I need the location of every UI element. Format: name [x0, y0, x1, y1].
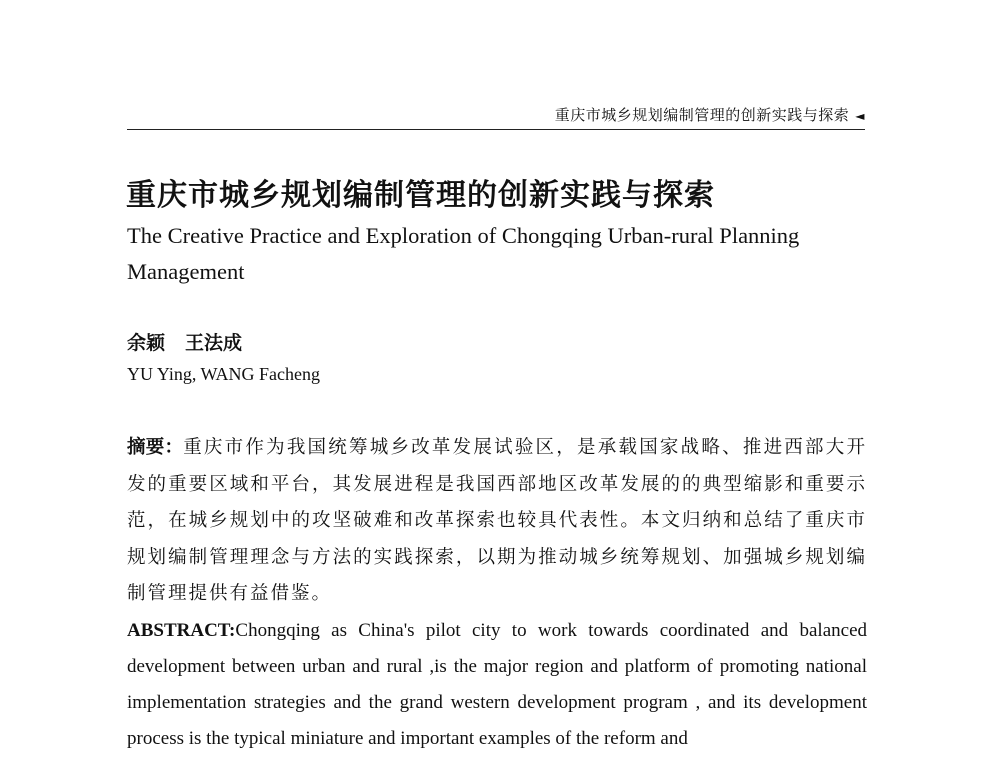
author-chinese-2: 王法成: [185, 332, 243, 354]
abstract-english-label: ABSTRACT:: [127, 620, 236, 641]
abstract-english-text: Chongqing as China's pilot city to work towards coordinated and balanced development between urban and rural ,is the major region and platform of promoting national implementation strategies and the grand western development program , and its development process is the typical miniature and important examples of the reform and: [127, 620, 867, 749]
running-header: [127, 104, 865, 125]
title-chinese: 重庆市城乡规划编制管理的创新实践与探索: [126, 178, 715, 213]
running-header-text: 重庆市城乡规划编制管理的创新实践与探索: [554, 106, 850, 124]
authors-chinese: [127, 328, 242, 355]
author-chinese-1: 余颖: [127, 332, 166, 354]
abstract-chinese-label: 摘要：: [127, 437, 184, 458]
header-rule: [127, 129, 865, 130]
abstract-english: [127, 613, 867, 757]
abstract-chinese: [127, 430, 867, 613]
header-marker-icon: ◄: [855, 109, 865, 123]
title-english: The Creative Practice and Exploration of Chongqing Urban-rural Planning Management: [127, 223, 800, 284]
abstract-chinese-text: 重庆市作为我国统筹城乡改革发展试验区，是承载国家战略、推进西部大开发的重要区域和平台，其发展进程是我国西部地区改革发展的的典型缩影和重要示范，在城乡规划中的攻坚破难和改革探索也较具代表性。本文归纳和总结了重庆市规划编制管理理念与方法的实践探索，以期为推动城乡统筹规划、加强城乡规划编制管理提供有益借鉴。: [127, 437, 867, 604]
authors-english: YU Ying, WANG Facheng: [127, 364, 320, 384]
